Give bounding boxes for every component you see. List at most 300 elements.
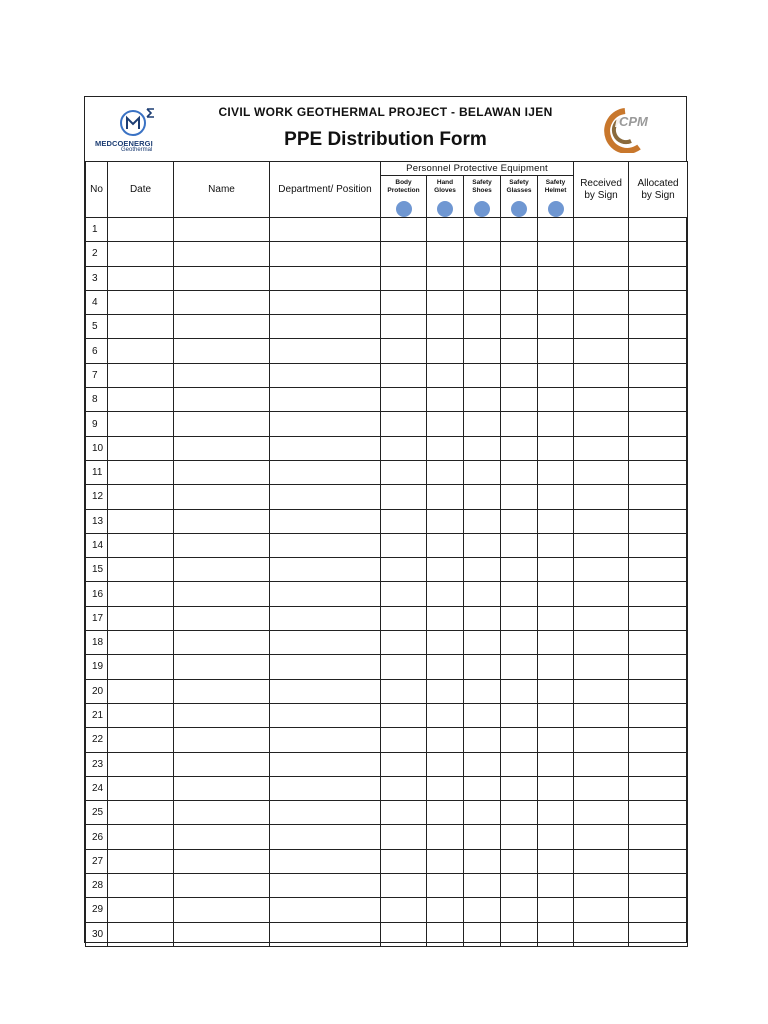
safety-helmet-cell[interactable] xyxy=(538,485,574,509)
received-sign-cell[interactable] xyxy=(574,242,629,266)
safety-glasses-cell[interactable] xyxy=(501,606,538,630)
date-cell[interactable] xyxy=(108,363,174,387)
received-sign-cell[interactable] xyxy=(574,776,629,800)
date-cell[interactable] xyxy=(108,606,174,630)
safety-glasses-cell[interactable] xyxy=(501,679,538,703)
body-protection-cell[interactable] xyxy=(381,339,427,363)
department-cell[interactable] xyxy=(270,849,381,873)
safety-helmet-cell[interactable] xyxy=(538,266,574,290)
body-protection-cell[interactable] xyxy=(381,631,427,655)
department-cell[interactable] xyxy=(270,436,381,460)
safety-glasses-cell[interactable] xyxy=(501,460,538,484)
safety-helmet-cell[interactable] xyxy=(538,412,574,436)
hand-gloves-cell[interactable] xyxy=(427,631,464,655)
body-protection-cell[interactable] xyxy=(381,922,427,946)
safety-shoes-cell[interactable] xyxy=(464,290,501,314)
body-protection-cell[interactable] xyxy=(381,388,427,412)
safety-glasses-cell[interactable] xyxy=(501,655,538,679)
allocated-sign-cell[interactable] xyxy=(629,825,688,849)
safety-shoes-cell[interactable] xyxy=(464,509,501,533)
name-cell[interactable] xyxy=(174,898,270,922)
received-sign-cell[interactable] xyxy=(574,266,629,290)
received-sign-cell[interactable] xyxy=(574,339,629,363)
allocated-sign-cell[interactable] xyxy=(629,339,688,363)
safety-glasses-cell[interactable] xyxy=(501,290,538,314)
hand-gloves-cell[interactable] xyxy=(427,922,464,946)
body-protection-cell[interactable] xyxy=(381,898,427,922)
safety-glasses-cell[interactable] xyxy=(501,388,538,412)
body-protection-cell[interactable] xyxy=(381,752,427,776)
safety-glasses-cell[interactable] xyxy=(501,533,538,557)
allocated-sign-cell[interactable] xyxy=(629,752,688,776)
department-cell[interactable] xyxy=(270,509,381,533)
department-cell[interactable] xyxy=(270,412,381,436)
department-cell[interactable] xyxy=(270,679,381,703)
allocated-sign-cell[interactable] xyxy=(629,436,688,460)
name-cell[interactable] xyxy=(174,412,270,436)
received-sign-cell[interactable] xyxy=(574,315,629,339)
allocated-sign-cell[interactable] xyxy=(629,582,688,606)
date-cell[interactable] xyxy=(108,582,174,606)
safety-glasses-cell[interactable] xyxy=(501,728,538,752)
department-cell[interactable] xyxy=(270,533,381,557)
body-protection-cell[interactable] xyxy=(381,509,427,533)
allocated-sign-cell[interactable] xyxy=(629,242,688,266)
body-protection-cell[interactable] xyxy=(381,582,427,606)
body-protection-cell[interactable] xyxy=(381,266,427,290)
hand-gloves-cell[interactable] xyxy=(427,339,464,363)
name-cell[interactable] xyxy=(174,460,270,484)
department-cell[interactable] xyxy=(270,703,381,727)
date-cell[interactable] xyxy=(108,631,174,655)
department-cell[interactable] xyxy=(270,460,381,484)
name-cell[interactable] xyxy=(174,874,270,898)
date-cell[interactable] xyxy=(108,874,174,898)
hand-gloves-cell[interactable] xyxy=(427,728,464,752)
name-cell[interactable] xyxy=(174,728,270,752)
received-sign-cell[interactable] xyxy=(574,631,629,655)
body-protection-cell[interactable] xyxy=(381,485,427,509)
hand-gloves-cell[interactable] xyxy=(427,242,464,266)
allocated-sign-cell[interactable] xyxy=(629,606,688,630)
date-cell[interactable] xyxy=(108,388,174,412)
hand-gloves-cell[interactable] xyxy=(427,582,464,606)
hand-gloves-cell[interactable] xyxy=(427,388,464,412)
date-cell[interactable] xyxy=(108,533,174,557)
hand-gloves-cell[interactable] xyxy=(427,412,464,436)
received-sign-cell[interactable] xyxy=(574,752,629,776)
hand-gloves-cell[interactable] xyxy=(427,606,464,630)
name-cell[interactable] xyxy=(174,509,270,533)
safety-helmet-cell[interactable] xyxy=(538,339,574,363)
safety-shoes-cell[interactable] xyxy=(464,849,501,873)
name-cell[interactable] xyxy=(174,363,270,387)
received-sign-cell[interactable] xyxy=(574,703,629,727)
safety-shoes-cell[interactable] xyxy=(464,460,501,484)
department-cell[interactable] xyxy=(270,388,381,412)
allocated-sign-cell[interactable] xyxy=(629,388,688,412)
safety-shoes-cell[interactable] xyxy=(464,533,501,557)
safety-shoes-cell[interactable] xyxy=(464,728,501,752)
name-cell[interactable] xyxy=(174,533,270,557)
hand-gloves-cell[interactable] xyxy=(427,290,464,314)
body-protection-cell[interactable] xyxy=(381,315,427,339)
received-sign-cell[interactable] xyxy=(574,898,629,922)
safety-helmet-cell[interactable] xyxy=(538,533,574,557)
date-cell[interactable] xyxy=(108,412,174,436)
body-protection-cell[interactable] xyxy=(381,728,427,752)
safety-glasses-cell[interactable] xyxy=(501,752,538,776)
body-protection-cell[interactable] xyxy=(381,606,427,630)
name-cell[interactable] xyxy=(174,679,270,703)
name-cell[interactable] xyxy=(174,825,270,849)
allocated-sign-cell[interactable] xyxy=(629,558,688,582)
safety-glasses-cell[interactable] xyxy=(501,218,538,242)
hand-gloves-cell[interactable] xyxy=(427,825,464,849)
safety-glasses-cell[interactable] xyxy=(501,242,538,266)
name-cell[interactable] xyxy=(174,558,270,582)
safety-shoes-cell[interactable] xyxy=(464,412,501,436)
hand-gloves-cell[interactable] xyxy=(427,218,464,242)
date-cell[interactable] xyxy=(108,679,174,703)
body-protection-cell[interactable] xyxy=(381,460,427,484)
safety-shoes-cell[interactable] xyxy=(464,218,501,242)
allocated-sign-cell[interactable] xyxy=(629,922,688,946)
safety-glasses-cell[interactable] xyxy=(501,485,538,509)
allocated-sign-cell[interactable] xyxy=(629,412,688,436)
safety-shoes-cell[interactable] xyxy=(464,679,501,703)
department-cell[interactable] xyxy=(270,776,381,800)
safety-glasses-cell[interactable] xyxy=(501,776,538,800)
allocated-sign-cell[interactable] xyxy=(629,655,688,679)
safety-shoes-cell[interactable] xyxy=(464,388,501,412)
department-cell[interactable] xyxy=(270,558,381,582)
safety-shoes-cell[interactable] xyxy=(464,363,501,387)
hand-gloves-cell[interactable] xyxy=(427,436,464,460)
received-sign-cell[interactable] xyxy=(574,849,629,873)
safety-glasses-cell[interactable] xyxy=(501,825,538,849)
received-sign-cell[interactable] xyxy=(574,825,629,849)
name-cell[interactable] xyxy=(174,582,270,606)
date-cell[interactable] xyxy=(108,558,174,582)
allocated-sign-cell[interactable] xyxy=(629,703,688,727)
name-cell[interactable] xyxy=(174,436,270,460)
name-cell[interactable] xyxy=(174,290,270,314)
safety-helmet-cell[interactable] xyxy=(538,922,574,946)
safety-glasses-cell[interactable] xyxy=(501,898,538,922)
hand-gloves-cell[interactable] xyxy=(427,801,464,825)
safety-helmet-cell[interactable] xyxy=(538,801,574,825)
department-cell[interactable] xyxy=(270,218,381,242)
hand-gloves-cell[interactable] xyxy=(427,898,464,922)
department-cell[interactable] xyxy=(270,485,381,509)
received-sign-cell[interactable] xyxy=(574,655,629,679)
safety-helmet-cell[interactable] xyxy=(538,849,574,873)
body-protection-cell[interactable] xyxy=(381,218,427,242)
date-cell[interactable] xyxy=(108,752,174,776)
date-cell[interactable] xyxy=(108,776,174,800)
allocated-sign-cell[interactable] xyxy=(629,363,688,387)
department-cell[interactable] xyxy=(270,363,381,387)
name-cell[interactable] xyxy=(174,631,270,655)
name-cell[interactable] xyxy=(174,655,270,679)
date-cell[interactable] xyxy=(108,849,174,873)
safety-glasses-cell[interactable] xyxy=(501,582,538,606)
safety-shoes-cell[interactable] xyxy=(464,655,501,679)
body-protection-cell[interactable] xyxy=(381,849,427,873)
hand-gloves-cell[interactable] xyxy=(427,655,464,679)
name-cell[interactable] xyxy=(174,218,270,242)
received-sign-cell[interactable] xyxy=(574,582,629,606)
body-protection-cell[interactable] xyxy=(381,703,427,727)
received-sign-cell[interactable] xyxy=(574,728,629,752)
received-sign-cell[interactable] xyxy=(574,679,629,703)
hand-gloves-cell[interactable] xyxy=(427,315,464,339)
safety-helmet-cell[interactable] xyxy=(538,655,574,679)
hand-gloves-cell[interactable] xyxy=(427,460,464,484)
safety-shoes-cell[interactable] xyxy=(464,558,501,582)
name-cell[interactable] xyxy=(174,849,270,873)
received-sign-cell[interactable] xyxy=(574,922,629,946)
name-cell[interactable] xyxy=(174,485,270,509)
safety-shoes-cell[interactable] xyxy=(464,582,501,606)
date-cell[interactable] xyxy=(108,485,174,509)
safety-helmet-cell[interactable] xyxy=(538,460,574,484)
name-cell[interactable] xyxy=(174,801,270,825)
department-cell[interactable] xyxy=(270,922,381,946)
safety-glasses-cell[interactable] xyxy=(501,703,538,727)
body-protection-cell[interactable] xyxy=(381,436,427,460)
date-cell[interactable] xyxy=(108,460,174,484)
date-cell[interactable] xyxy=(108,801,174,825)
body-protection-cell[interactable] xyxy=(381,412,427,436)
safety-helmet-cell[interactable] xyxy=(538,752,574,776)
safety-helmet-cell[interactable] xyxy=(538,509,574,533)
body-protection-cell[interactable] xyxy=(381,290,427,314)
department-cell[interactable] xyxy=(270,825,381,849)
safety-glasses-cell[interactable] xyxy=(501,874,538,898)
received-sign-cell[interactable] xyxy=(574,485,629,509)
department-cell[interactable] xyxy=(270,898,381,922)
name-cell[interactable] xyxy=(174,242,270,266)
hand-gloves-cell[interactable] xyxy=(427,679,464,703)
allocated-sign-cell[interactable] xyxy=(629,776,688,800)
date-cell[interactable] xyxy=(108,655,174,679)
received-sign-cell[interactable] xyxy=(574,388,629,412)
safety-shoes-cell[interactable] xyxy=(464,631,501,655)
safety-helmet-cell[interactable] xyxy=(538,825,574,849)
safety-helmet-cell[interactable] xyxy=(538,874,574,898)
hand-gloves-cell[interactable] xyxy=(427,558,464,582)
allocated-sign-cell[interactable] xyxy=(629,728,688,752)
date-cell[interactable] xyxy=(108,436,174,460)
date-cell[interactable] xyxy=(108,315,174,339)
name-cell[interactable] xyxy=(174,776,270,800)
department-cell[interactable] xyxy=(270,655,381,679)
safety-helmet-cell[interactable] xyxy=(538,363,574,387)
received-sign-cell[interactable] xyxy=(574,218,629,242)
allocated-sign-cell[interactable] xyxy=(629,898,688,922)
department-cell[interactable] xyxy=(270,315,381,339)
safety-helmet-cell[interactable] xyxy=(538,388,574,412)
hand-gloves-cell[interactable] xyxy=(427,849,464,873)
department-cell[interactable] xyxy=(270,582,381,606)
allocated-sign-cell[interactable] xyxy=(629,266,688,290)
safety-helmet-cell[interactable] xyxy=(538,436,574,460)
received-sign-cell[interactable] xyxy=(574,606,629,630)
department-cell[interactable] xyxy=(270,874,381,898)
safety-helmet-cell[interactable] xyxy=(538,582,574,606)
allocated-sign-cell[interactable] xyxy=(629,460,688,484)
hand-gloves-cell[interactable] xyxy=(427,533,464,557)
safety-helmet-cell[interactable] xyxy=(538,218,574,242)
body-protection-cell[interactable] xyxy=(381,825,427,849)
allocated-sign-cell[interactable] xyxy=(629,290,688,314)
name-cell[interactable] xyxy=(174,315,270,339)
date-cell[interactable] xyxy=(108,703,174,727)
department-cell[interactable] xyxy=(270,728,381,752)
received-sign-cell[interactable] xyxy=(574,874,629,898)
name-cell[interactable] xyxy=(174,339,270,363)
date-cell[interactable] xyxy=(108,898,174,922)
safety-shoes-cell[interactable] xyxy=(464,485,501,509)
allocated-sign-cell[interactable] xyxy=(629,533,688,557)
body-protection-cell[interactable] xyxy=(381,533,427,557)
safety-glasses-cell[interactable] xyxy=(501,363,538,387)
hand-gloves-cell[interactable] xyxy=(427,266,464,290)
date-cell[interactable] xyxy=(108,728,174,752)
safety-shoes-cell[interactable] xyxy=(464,266,501,290)
body-protection-cell[interactable] xyxy=(381,801,427,825)
received-sign-cell[interactable] xyxy=(574,412,629,436)
department-cell[interactable] xyxy=(270,266,381,290)
safety-helmet-cell[interactable] xyxy=(538,290,574,314)
safety-glasses-cell[interactable] xyxy=(501,266,538,290)
received-sign-cell[interactable] xyxy=(574,290,629,314)
safety-shoes-cell[interactable] xyxy=(464,606,501,630)
department-cell[interactable] xyxy=(270,752,381,776)
safety-glasses-cell[interactable] xyxy=(501,436,538,460)
name-cell[interactable] xyxy=(174,703,270,727)
safety-shoes-cell[interactable] xyxy=(464,752,501,776)
safety-glasses-cell[interactable] xyxy=(501,412,538,436)
safety-shoes-cell[interactable] xyxy=(464,874,501,898)
body-protection-cell[interactable] xyxy=(381,874,427,898)
allocated-sign-cell[interactable] xyxy=(629,874,688,898)
safety-helmet-cell[interactable] xyxy=(538,898,574,922)
name-cell[interactable] xyxy=(174,922,270,946)
safety-shoes-cell[interactable] xyxy=(464,315,501,339)
name-cell[interactable] xyxy=(174,388,270,412)
allocated-sign-cell[interactable] xyxy=(629,509,688,533)
allocated-sign-cell[interactable] xyxy=(629,485,688,509)
safety-helmet-cell[interactable] xyxy=(538,558,574,582)
allocated-sign-cell[interactable] xyxy=(629,631,688,655)
safety-shoes-cell[interactable] xyxy=(464,922,501,946)
body-protection-cell[interactable] xyxy=(381,558,427,582)
safety-helmet-cell[interactable] xyxy=(538,679,574,703)
allocated-sign-cell[interactable] xyxy=(629,679,688,703)
safety-shoes-cell[interactable] xyxy=(464,898,501,922)
received-sign-cell[interactable] xyxy=(574,436,629,460)
hand-gloves-cell[interactable] xyxy=(427,485,464,509)
safety-helmet-cell[interactable] xyxy=(538,315,574,339)
hand-gloves-cell[interactable] xyxy=(427,509,464,533)
name-cell[interactable] xyxy=(174,606,270,630)
date-cell[interactable] xyxy=(108,825,174,849)
received-sign-cell[interactable] xyxy=(574,801,629,825)
safety-helmet-cell[interactable] xyxy=(538,776,574,800)
safety-glasses-cell[interactable] xyxy=(501,509,538,533)
hand-gloves-cell[interactable] xyxy=(427,776,464,800)
safety-helmet-cell[interactable] xyxy=(538,703,574,727)
safety-helmet-cell[interactable] xyxy=(538,606,574,630)
hand-gloves-cell[interactable] xyxy=(427,874,464,898)
body-protection-cell[interactable] xyxy=(381,655,427,679)
safety-shoes-cell[interactable] xyxy=(464,776,501,800)
date-cell[interactable] xyxy=(108,339,174,363)
body-protection-cell[interactable] xyxy=(381,776,427,800)
safety-glasses-cell[interactable] xyxy=(501,801,538,825)
name-cell[interactable] xyxy=(174,752,270,776)
safety-helmet-cell[interactable] xyxy=(538,631,574,655)
safety-glasses-cell[interactable] xyxy=(501,558,538,582)
safety-shoes-cell[interactable] xyxy=(464,339,501,363)
allocated-sign-cell[interactable] xyxy=(629,849,688,873)
name-cell[interactable] xyxy=(174,266,270,290)
date-cell[interactable] xyxy=(108,266,174,290)
body-protection-cell[interactable] xyxy=(381,679,427,703)
hand-gloves-cell[interactable] xyxy=(427,363,464,387)
safety-helmet-cell[interactable] xyxy=(538,728,574,752)
safety-shoes-cell[interactable] xyxy=(464,825,501,849)
safety-glasses-cell[interactable] xyxy=(501,339,538,363)
safety-shoes-cell[interactable] xyxy=(464,801,501,825)
safety-glasses-cell[interactable] xyxy=(501,315,538,339)
received-sign-cell[interactable] xyxy=(574,460,629,484)
safety-shoes-cell[interactable] xyxy=(464,436,501,460)
received-sign-cell[interactable] xyxy=(574,363,629,387)
body-protection-cell[interactable] xyxy=(381,242,427,266)
safety-glasses-cell[interactable] xyxy=(501,849,538,873)
department-cell[interactable] xyxy=(270,290,381,314)
date-cell[interactable] xyxy=(108,509,174,533)
safety-shoes-cell[interactable] xyxy=(464,242,501,266)
received-sign-cell[interactable] xyxy=(574,558,629,582)
allocated-sign-cell[interactable] xyxy=(629,315,688,339)
date-cell[interactable] xyxy=(108,290,174,314)
department-cell[interactable] xyxy=(270,242,381,266)
received-sign-cell[interactable] xyxy=(574,533,629,557)
hand-gloves-cell[interactable] xyxy=(427,703,464,727)
department-cell[interactable] xyxy=(270,801,381,825)
department-cell[interactable] xyxy=(270,339,381,363)
date-cell[interactable] xyxy=(108,922,174,946)
safety-helmet-cell[interactable] xyxy=(538,242,574,266)
safety-shoes-cell[interactable] xyxy=(464,703,501,727)
date-cell[interactable] xyxy=(108,218,174,242)
safety-glasses-cell[interactable] xyxy=(501,631,538,655)
date-cell[interactable] xyxy=(108,242,174,266)
safety-glasses-cell[interactable] xyxy=(501,922,538,946)
department-cell[interactable] xyxy=(270,606,381,630)
body-protection-cell[interactable] xyxy=(381,363,427,387)
department-cell[interactable] xyxy=(270,631,381,655)
allocated-sign-cell[interactable] xyxy=(629,218,688,242)
received-sign-cell[interactable] xyxy=(574,509,629,533)
hand-gloves-cell[interactable] xyxy=(427,752,464,776)
allocated-sign-cell[interactable] xyxy=(629,801,688,825)
